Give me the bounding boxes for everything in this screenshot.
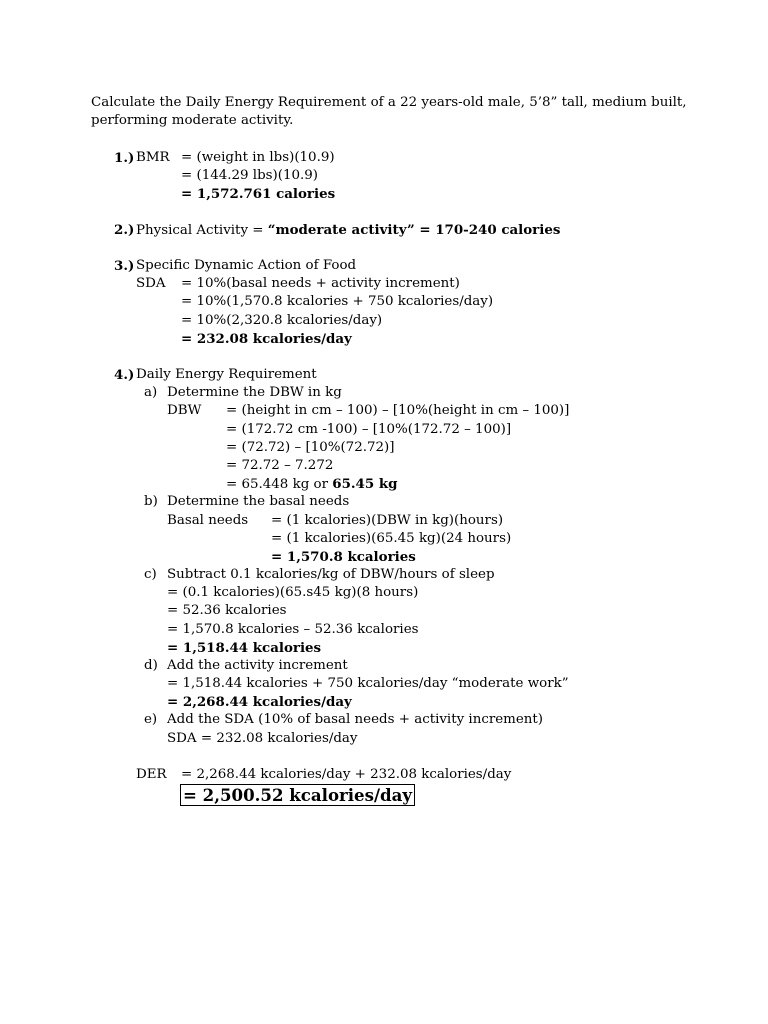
bmr-label: BMR bbox=[136, 150, 170, 165]
sda-line-1: = 10%(basal needs + activity increment) bbox=[181, 276, 460, 291]
der-final-result: = 2,500.52 kcalories/day bbox=[180, 784, 415, 806]
sleep-line-2: = 52.36 kcalories bbox=[167, 603, 287, 618]
substep-a-title: Determine the DBW in kg bbox=[167, 385, 342, 400]
physical-activity-line bbox=[136, 221, 560, 240]
substep-b-title: Determine the basal needs bbox=[167, 494, 350, 509]
step-4-number: 4.) bbox=[114, 367, 135, 383]
sleep-line-1: = (0.1 kcalories)(65.s45 kg)(8 hours) bbox=[167, 585, 419, 600]
substep-e-letter: e) bbox=[144, 712, 158, 727]
sda-label: SDA bbox=[136, 276, 166, 291]
der-label: DER bbox=[136, 767, 167, 782]
bmr-line-1: = (weight in lbs)(10.9) bbox=[181, 150, 335, 165]
physical-activity-value: “moderate activity” = 170-240 calories bbox=[267, 222, 561, 238]
dbw-line-1: = (height in cm – 100) – [10%(height in cm – 100)] bbox=[226, 403, 570, 418]
der-section-title: Daily Energy Requirement bbox=[136, 367, 317, 382]
dbw-label: DBW bbox=[167, 403, 202, 418]
substep-e-title: Add the SDA (10% of basal needs + activity increment) bbox=[167, 712, 543, 727]
sleep-line-3: = 1,570.8 kcalories – 52.36 kcalories bbox=[167, 622, 419, 637]
activity-line-1: = 1,518.44 kcalories + 750 kcalories/day “moderate work” bbox=[167, 676, 569, 691]
substep-d-letter: d) bbox=[144, 658, 158, 673]
substep-d-title: Add the activity increment bbox=[167, 658, 348, 673]
sda-value-line: SDA = 232.08 kcalories/day bbox=[167, 731, 358, 746]
basal-line-1: = (1 kcalories)(DBW in kg)(hours) bbox=[271, 513, 504, 528]
substep-c-title: Subtract 0.1 kcalories/kg of DBW/hours of sleep bbox=[167, 567, 495, 582]
sda-title: Specific Dynamic Action of Food bbox=[136, 258, 357, 273]
dbw-result: 65.45 kg bbox=[332, 476, 398, 492]
physical-activity-label: Physical Activity = bbox=[136, 223, 268, 238]
problem-line-1: Calculate the Daily Energy Requirement of a 22 years-old male, 5’8” tall, medium built, bbox=[91, 95, 687, 110]
bmr-result: = 1,572.761 calories bbox=[181, 186, 336, 202]
substep-c-letter: c) bbox=[144, 567, 157, 582]
sda-line-2: = 10%(1,570.8 kcalories + 750 kcalories/day) bbox=[181, 294, 494, 309]
bmr-line-2: = (144.29 lbs)(10.9) bbox=[181, 168, 319, 183]
step-1-number: 1.) bbox=[114, 150, 135, 166]
basal-result: = 1,570.8 kcalories bbox=[271, 549, 416, 565]
basal-needs-label: Basal needs bbox=[167, 513, 249, 528]
dbw-line-2: = (172.72 cm -100) – [10%(172.72 – 100)] bbox=[226, 422, 512, 437]
problem-line-2: performing moderate activity. bbox=[91, 113, 294, 128]
dbw-line-3: = (72.72) – [10%(72.72)] bbox=[226, 440, 395, 455]
der-line-1: = 2,268.44 kcalories/day + 232.08 kcalories/day bbox=[181, 767, 512, 782]
sleep-result: = 1,518.44 kcalories bbox=[167, 640, 322, 656]
dbw-result-pre: = 65.448 kg or bbox=[226, 477, 333, 492]
substep-a-letter: a) bbox=[144, 385, 158, 400]
step-3-number: 3.) bbox=[114, 258, 135, 274]
sda-result: = 232.08 kcalories/day bbox=[181, 331, 352, 347]
basal-line-2: = (1 kcalories)(65.45 kg)(24 hours) bbox=[271, 531, 512, 546]
dbw-result-line bbox=[226, 475, 397, 494]
substep-b-letter: b) bbox=[144, 494, 158, 509]
sda-line-3: = 10%(2,320.8 kcalories/day) bbox=[181, 313, 383, 328]
dbw-line-4: = 72.72 – 7.272 bbox=[226, 458, 334, 473]
activity-result: = 2,268.44 kcalories/day bbox=[167, 694, 352, 710]
step-2-number: 2.) bbox=[114, 222, 135, 238]
